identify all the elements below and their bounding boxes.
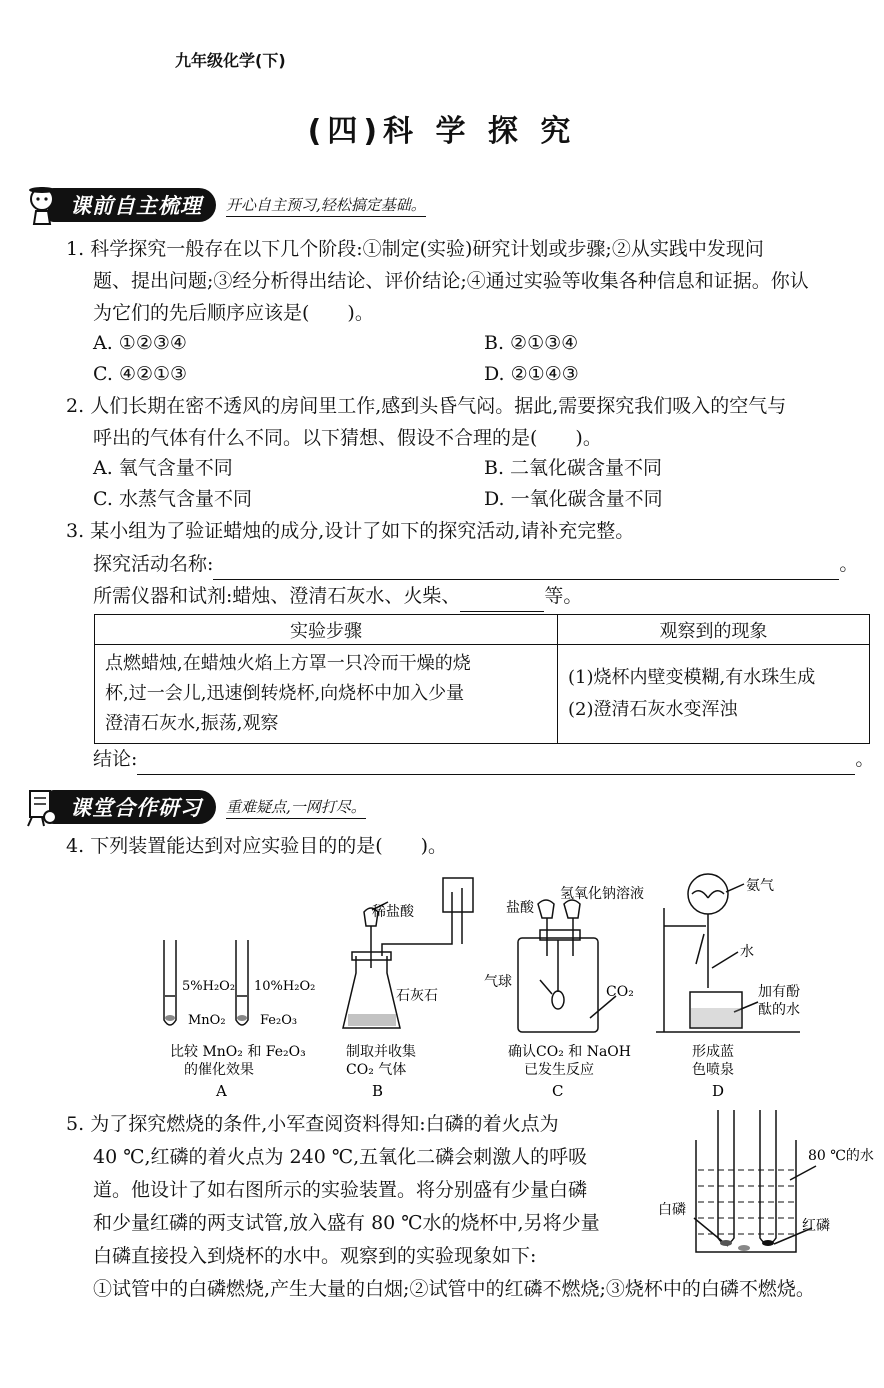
label-dilute-hcl: 稀盐酸 [372, 904, 414, 920]
apparatus-figure-q4 [160, 868, 810, 1100]
reagents-row [93, 580, 582, 612]
question-number: 5. [66, 1113, 85, 1135]
delivery-tube [382, 892, 452, 956]
banner-label: 课堂合作研习 [48, 790, 216, 824]
label-phenol-1: 加有酚 [758, 984, 800, 1000]
question-3 [66, 515, 872, 547]
letter-d: D [712, 1082, 725, 1100]
mascot-icon [24, 185, 60, 225]
question-2 [66, 390, 872, 454]
option-d[interactable]: D. ②①④③ [484, 363, 579, 385]
label-ammonia: 氨气 [746, 878, 774, 894]
letter-b: B [372, 1082, 384, 1100]
label-phenol-2: 酞的水 [758, 1002, 800, 1018]
caption-b2: CO₂ 气体 [346, 1062, 407, 1078]
question-text: 为了探究燃烧的条件,小军查阅资料得知:白磷的着火点为 [90, 1113, 559, 1135]
question-text: 呼出的气体有什么不同。以下猜想、假设不合理的是( )。 [93, 427, 602, 449]
table-cell-observations [558, 645, 870, 744]
caption-a2: 的催化效果 [184, 1062, 254, 1078]
observation-line: (1)烧杯内壁变模糊,有水珠生成 [568, 667, 816, 688]
question-text: 下列装置能达到对应实验目的的是( )。 [90, 835, 448, 857]
conclusion-row [93, 743, 883, 775]
label-red-phosphorus: 红磷 [802, 1218, 830, 1234]
table-cell-steps [95, 645, 558, 744]
label-80c-water: 80 ℃的水 [808, 1148, 874, 1164]
option-c[interactable]: C. ④②①③ [93, 363, 188, 385]
label-h2o2-10: 10%H₂O₂ [254, 979, 316, 994]
beaker [696, 1140, 796, 1252]
collection-bottle [443, 878, 473, 912]
step-line: 点燃蜡烛,在蜡烛火焰上方罩一只冷而干燥的烧 [105, 653, 471, 674]
activity-name-blank[interactable] [213, 557, 839, 580]
funnel-c2 [564, 900, 580, 918]
banner-note: 重难疑点,一网打尽。 [226, 796, 366, 819]
section-banner-class [24, 790, 366, 824]
option-b[interactable]: B. ②①③④ [484, 332, 579, 354]
letter-c: C [552, 1082, 564, 1100]
caption-c1: 确认CO₂ 和 NaOH [508, 1044, 631, 1060]
label-white-phosphorus: 白磷 [658, 1202, 686, 1218]
label-co2: CO₂ [606, 984, 634, 1000]
section-banner-preview [24, 188, 426, 222]
question-1 [66, 233, 872, 329]
round-flask [688, 874, 728, 914]
option-c[interactable]: C. 水蒸气含量不同 [93, 488, 252, 510]
question-text: 人们长期在密不透风的房间里工作,感到头昏气闷。据此,需要探究我们吸入的空气与 [90, 395, 787, 417]
question-text: 白磷直接投入到烧杯的水中。观察到的实验现象如下: [93, 1245, 537, 1267]
caption-d2: 色喷泉 [692, 1062, 734, 1078]
test-tube-red [760, 1110, 776, 1244]
question-text: 为它们的先后顺序应该是( )。 [93, 302, 374, 324]
field-label: 结论: [93, 748, 138, 770]
caption-c2: 已发生反应 [524, 1062, 594, 1078]
table-header: 实验步骤 [95, 615, 558, 645]
question-text: 40 ℃,红磷的着火点为 240 ℃,五氧化二磷会刺激人的呼吸 [93, 1146, 588, 1168]
banner-note: 开心自主预习,轻松搞定基础。 [226, 194, 426, 217]
conclusion-blank[interactable] [137, 752, 855, 775]
label-balloon: 气球 [484, 974, 512, 990]
test-tube-a2 [236, 940, 248, 1025]
label-h2o2-5: 5%H₂O₂ [182, 979, 236, 994]
caption-b1: 制取并收集 [346, 1044, 416, 1060]
question-4 [66, 830, 872, 862]
option-a[interactable]: A. ①②③④ [93, 332, 187, 354]
question-5-observations: ①试管中的白磷燃烧,产生大量的白烟;②试管中的红磷不燃烧;③烧杯中的白磷不燃烧。 [93, 1278, 815, 1300]
question-number: 1. [66, 238, 85, 260]
balloon [552, 991, 564, 1009]
mascot-icon [24, 787, 60, 827]
observation-line: (2)澄清石灰水变浑浊 [568, 699, 738, 720]
apparatus-figure-q5 [656, 1106, 878, 1262]
label-limestone: 石灰石 [396, 988, 438, 1004]
caption-a1: 比较 MnO₂ 和 Fe₂O₃ [170, 1044, 306, 1060]
question-number: 4. [66, 835, 85, 857]
banner-label: 课前自主梳理 [48, 188, 216, 222]
question-text: 道。他设计了如右图所示的实验装置。将分别盛有少量白磷 [93, 1179, 588, 1201]
question-text: 某小组为了验证蜡烛的成分,设计了如下的探究活动,请补充完整。 [90, 520, 635, 542]
label-hcl: 盐酸 [506, 900, 534, 916]
step-line: 澄清石灰水,振荡,观察 [105, 713, 279, 734]
punctuation: 。 [839, 553, 859, 575]
question-number: 2. [66, 395, 85, 417]
field-label: 所需仪器和试剂:蜡烛、澄清石灰水、火柴、 [93, 585, 461, 607]
caption-d1: 形成蓝 [692, 1044, 734, 1060]
label-mno2: MnO₂ [188, 1013, 226, 1028]
question-text: 题、提出问题;③经分析得出结论、评价结论;④通过实验等收集各种信息和证据。你认 [93, 270, 809, 292]
experiment-table [94, 614, 870, 744]
question-number: 3. [66, 520, 85, 542]
question-text: 科学探究一般存在以下几个阶段:①制定(实验)研究计划或步骤;②从实践中发现问 [90, 238, 764, 260]
question-text: 和少量红磷的两支试管,放入盛有 80 ℃水的烧杯中,另将少量 [93, 1212, 600, 1234]
test-tube-a1 [164, 940, 176, 1025]
label-naoh: 氢氧化钠溶液 [560, 886, 644, 902]
question-5 [66, 1108, 666, 1273]
step-line: 杯,过一会儿,迅速倒转烧杯,向烧杯中加入少量 [105, 683, 465, 704]
option-b[interactable]: B. 二氧化碳含量不同 [484, 457, 663, 479]
table-header: 观察到的现象 [558, 615, 870, 645]
section-title: (四)科 学 探 究 [307, 114, 577, 149]
activity-name-row [93, 548, 883, 580]
label-fe2o3: Fe₂O₃ [260, 1013, 298, 1028]
reagents-blank[interactable] [460, 589, 544, 612]
field-label: 等。 [544, 585, 583, 607]
option-a[interactable]: A. 氧气含量不同 [93, 457, 233, 479]
test-tube-white [718, 1110, 734, 1244]
field-label: 探究活动名称: [93, 553, 214, 575]
label-water: 水 [740, 944, 754, 960]
punctuation: 。 [855, 748, 875, 770]
book-header: 九年级化学(下) [175, 51, 286, 70]
option-d[interactable]: D. 一氧化碳含量不同 [484, 488, 663, 510]
funnel-c1 [538, 900, 554, 918]
letter-a: A [216, 1082, 227, 1100]
